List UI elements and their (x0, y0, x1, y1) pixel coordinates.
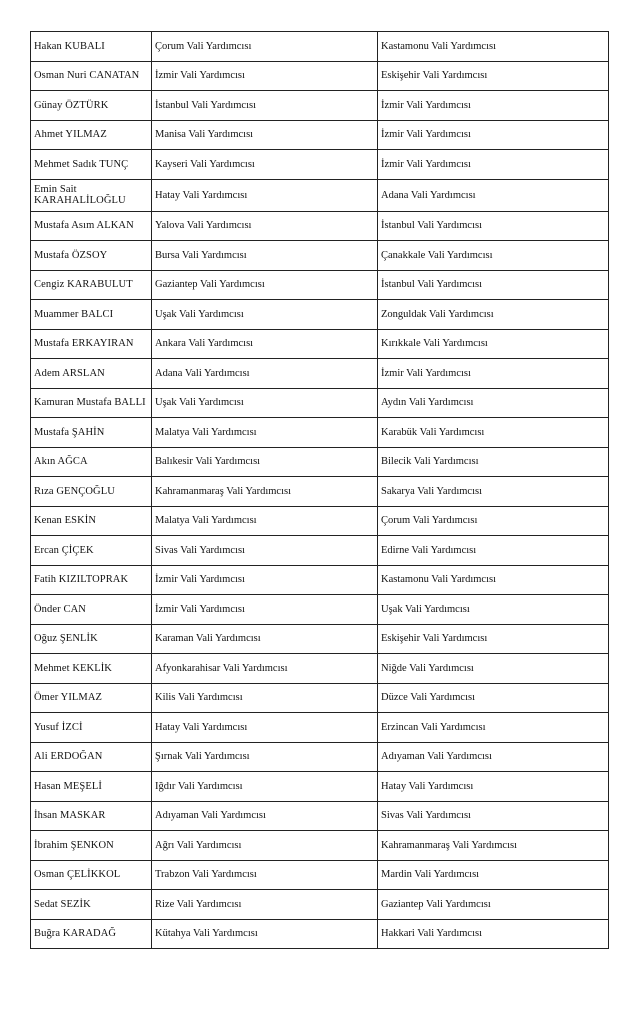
table-row (31, 565, 609, 595)
new-post: Kastamonu Vali Yardımcısı (378, 565, 609, 595)
current-post: İstanbul Vali Yardımcısı (152, 91, 378, 121)
person-name: Rıza GENÇOĞLU (31, 477, 152, 507)
person-name: Adem ARSLAN (31, 359, 152, 389)
table-row (31, 772, 609, 802)
table-row (31, 536, 609, 566)
new-post: İzmir Vali Yardımcısı (378, 120, 609, 150)
current-post: İzmir Vali Yardımcısı (152, 61, 378, 91)
new-post: Eskişehir Vali Yardımcısı (378, 61, 609, 91)
new-post: Hakkari Vali Yardımcısı (378, 919, 609, 949)
current-post: Adıyaman Vali Yardımcısı (152, 801, 378, 831)
person-name: Mehmet Sadık TUNÇ (31, 150, 152, 180)
table-row (31, 91, 609, 121)
person-name: Oğuz ŞENLİK (31, 624, 152, 654)
person-name: Akın AĞCA (31, 447, 152, 477)
new-post: Edirne Vali Yardımcısı (378, 536, 609, 566)
person-name: Buğra KARADAĞ (31, 919, 152, 949)
new-post: Karabük Vali Yardımcısı (378, 418, 609, 448)
new-post: Sivas Vali Yardımcısı (378, 801, 609, 831)
table-row (31, 890, 609, 920)
current-post: Karaman Vali Yardımcısı (152, 624, 378, 654)
current-post: Kayseri Vali Yardımcısı (152, 150, 378, 180)
person-name: Mustafa Asım ALKAN (31, 211, 152, 241)
new-post: İzmir Vali Yardımcısı (378, 359, 609, 389)
table-row (31, 359, 609, 389)
current-post: Uşak Vali Yardımcısı (152, 300, 378, 330)
person-name: Osman Nuri CANATAN (31, 61, 152, 91)
current-post: Hatay Vali Yardımcısı (152, 179, 378, 211)
current-post: Adana Vali Yardımcısı (152, 359, 378, 389)
current-post: Iğdır Vali Yardımcısı (152, 772, 378, 802)
person-name: Yusuf İZCİ (31, 713, 152, 743)
new-post: Adana Vali Yardımcısı (378, 179, 609, 211)
table-row (31, 506, 609, 536)
table-row (31, 32, 609, 62)
new-post: Uşak Vali Yardımcısı (378, 595, 609, 625)
new-post: İstanbul Vali Yardımcısı (378, 270, 609, 300)
table-row (31, 329, 609, 359)
person-name: Sedat SEZİK (31, 890, 152, 920)
new-post: Bilecik Vali Yardımcısı (378, 447, 609, 477)
person-name: Hakan KUBALI (31, 32, 152, 62)
person-name: Günay ÖZTÜRK (31, 91, 152, 121)
new-post: Aydın Vali Yardımcısı (378, 388, 609, 418)
person-name: Mehmet KEKLİK (31, 654, 152, 684)
new-post: İzmir Vali Yardımcısı (378, 150, 609, 180)
new-post: Eskişehir Vali Yardımcısı (378, 624, 609, 654)
new-post: İstanbul Vali Yardımcısı (378, 211, 609, 241)
new-post: Kırıkkale Vali Yardımcısı (378, 329, 609, 359)
assignment-table (30, 31, 609, 949)
current-post: Bursa Vali Yardımcısı (152, 241, 378, 271)
person-name: Önder CAN (31, 595, 152, 625)
person-name: İhsan MASKAR (31, 801, 152, 831)
new-post: Kastamonu Vali Yardımcısı (378, 32, 609, 62)
current-post: Afyonkarahisar Vali Yardımcısı (152, 654, 378, 684)
table-row (31, 683, 609, 713)
current-post: Malatya Vali Yardımcısı (152, 506, 378, 536)
person-name: Osman ÇELİKKOL (31, 860, 152, 890)
current-post: Ağrı Vali Yardımcısı (152, 831, 378, 861)
current-post: Kütahya Vali Yardımcısı (152, 919, 378, 949)
new-post: Mardin Vali Yardımcısı (378, 860, 609, 890)
person-name: Fatih KIZILTOPRAK (31, 565, 152, 595)
current-post: Kilis Vali Yardımcısı (152, 683, 378, 713)
new-post: Erzincan Vali Yardımcısı (378, 713, 609, 743)
table-row (31, 831, 609, 861)
table-row (31, 624, 609, 654)
current-post: Trabzon Vali Yardımcısı (152, 860, 378, 890)
table-row (31, 742, 609, 772)
current-post: Ankara Vali Yardımcısı (152, 329, 378, 359)
person-name: Ahmet YILMAZ (31, 120, 152, 150)
table-row (31, 447, 609, 477)
table-row (31, 860, 609, 890)
assignment-table-body (31, 32, 609, 949)
current-post: Manisa Vali Yardımcısı (152, 120, 378, 150)
table-row (31, 270, 609, 300)
new-post: Sakarya Vali Yardımcısı (378, 477, 609, 507)
person-name: Ercan ÇİÇEK (31, 536, 152, 566)
table-row (31, 388, 609, 418)
table-row (31, 919, 609, 949)
person-name: Kenan ESKİN (31, 506, 152, 536)
current-post: Gaziantep Vali Yardımcısı (152, 270, 378, 300)
table-row (31, 477, 609, 507)
person-name: Ömer YILMAZ (31, 683, 152, 713)
table-row (31, 595, 609, 625)
person-name: Kamuran Mustafa BALLI (31, 388, 152, 418)
current-post: Hatay Vali Yardımcısı (152, 713, 378, 743)
person-name: Emin Sait KARAHALİLOĞLU (31, 179, 152, 211)
current-post: Uşak Vali Yardımcısı (152, 388, 378, 418)
table-row (31, 713, 609, 743)
current-post: Kahramanmaraş Vali Yardımcısı (152, 477, 378, 507)
table-row (31, 211, 609, 241)
table-row (31, 179, 609, 211)
current-post: Balıkesir Vali Yardımcısı (152, 447, 378, 477)
current-post: İzmir Vali Yardımcısı (152, 565, 378, 595)
current-post: Çorum Vali Yardımcısı (152, 32, 378, 62)
person-name: Mustafa ŞAHİN (31, 418, 152, 448)
new-post: Çanakkale Vali Yardımcısı (378, 241, 609, 271)
table-row (31, 150, 609, 180)
person-name: Muammer BALCI (31, 300, 152, 330)
table-row (31, 61, 609, 91)
new-post: Gaziantep Vali Yardımcısı (378, 890, 609, 920)
new-post: Kahramanmaraş Vali Yardımcısı (378, 831, 609, 861)
new-post: Niğde Vali Yardımcısı (378, 654, 609, 684)
table-row (31, 654, 609, 684)
new-post: Düzce Vali Yardımcısı (378, 683, 609, 713)
new-post: Adıyaman Vali Yardımcısı (378, 742, 609, 772)
table-row (31, 300, 609, 330)
person-name: Mustafa ERKAYIRAN (31, 329, 152, 359)
new-post: Zonguldak Vali Yardımcısı (378, 300, 609, 330)
person-name: Mustafa ÖZSOY (31, 241, 152, 271)
current-post: Rize Vali Yardımcısı (152, 890, 378, 920)
new-post: Hatay Vali Yardımcısı (378, 772, 609, 802)
new-post: Çorum Vali Yardımcısı (378, 506, 609, 536)
current-post: Sivas Vali Yardımcısı (152, 536, 378, 566)
new-post: İzmir Vali Yardımcısı (378, 91, 609, 121)
current-post: Yalova Vali Yardımcısı (152, 211, 378, 241)
person-name: Ali ERDOĞAN (31, 742, 152, 772)
current-post: Malatya Vali Yardımcısı (152, 418, 378, 448)
current-post: Şırnak Vali Yardımcısı (152, 742, 378, 772)
table-row (31, 241, 609, 271)
person-name: Hasan MEŞELİ (31, 772, 152, 802)
person-name: İbrahim ŞENKON (31, 831, 152, 861)
person-name: Cengiz KARABULUT (31, 270, 152, 300)
table-row (31, 120, 609, 150)
table-row (31, 801, 609, 831)
current-post: İzmir Vali Yardımcısı (152, 595, 378, 625)
table-row (31, 418, 609, 448)
